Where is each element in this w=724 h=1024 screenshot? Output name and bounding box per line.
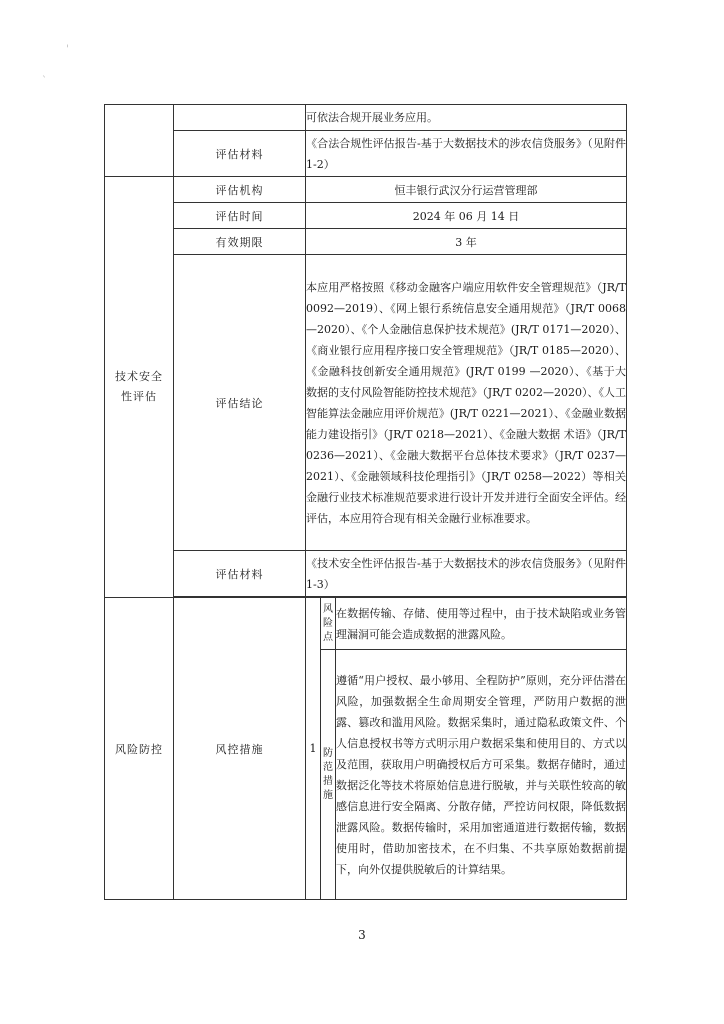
top-material-text: 《合法合规性评估报告-基于大数据技术的涉农信贷服务》（见附件 1-2） <box>306 131 627 177</box>
prevention-text: 遵循“用户授权、最小够用、全程防护”原则，充分评估潜在风险，加强数据全生命周期安全管理，严防用户数据的泄露、篡改和滥用风险。数据采集时，通过隐私政策文件、个人信息授权书等方式明示用户数据采集和使用目的、方式以及范围，获取用户明确授权后方可采集。数据存储时，通过数据泛化等技术将原始信息进行脱敏，并与关联性较高的敏感信息进行安全隔离、分散存储，严控访问权限，降低数据泄露风险。数据传输时，采用加密通道进行数据传输，数据使用时，借助加密技术，在不归集、不共享原始数据前提下，向外仅提供脱敏后的计算结果。 <box>336 650 627 900</box>
material-label: 评估材料 <box>174 551 306 597</box>
top-material-label: 评估材料 <box>174 131 306 177</box>
time-label: 评估时间 <box>174 203 306 229</box>
measure-index: 1 <box>306 598 321 900</box>
risk-point-text: 在数据传输、存储、使用等过程中，由于技术缺陷或业务管理漏洞可能会造成数据的泄露风险。 <box>336 598 627 650</box>
org-value: 恒丰银行武汉分行运营管理部 <box>306 177 627 203</box>
evaluation-table <box>104 104 627 900</box>
prev-category-cell <box>105 105 174 177</box>
prevention-label: 防范措施 <box>321 650 336 900</box>
page-number: 3 <box>358 928 366 942</box>
valid-label: 有效期限 <box>174 229 306 255</box>
scan-speck: ` <box>42 76 47 87</box>
measure-label: 风控措施 <box>174 598 306 900</box>
tech-security-category: 技术安全性评估 <box>105 177 174 598</box>
risk-point-label: 风险点 <box>321 598 336 650</box>
time-value: 2024 年 06 月 14 日 <box>306 203 627 229</box>
valid-value: 3 年 <box>306 229 627 255</box>
conclusion-label: 评估结论 <box>174 255 306 551</box>
conclusion-text: 本应用严格按照《移动金融客户端应用软件安全管理规范》（JR/T 0092—2019）、《网上银行系统信息安全通用规范》（JR/T 0068—2020）、《个人金融信息保护技术规范》(JR/T 0171—2020）、《商业银行应用程序接口安全管理规范》（JR/T 0185—2020）、《金融科技创新安全通用规范》(JR/T 0199 —2020）、《基于大数据的支付风险智能防控技术规范》（JR/T 0202—2020）、《人工智能算法金融应用评价规范》(JR/T 0221—2021）、《金融业数据能力建设指引》（JR/T 0218—2021）、《金融大数据 术语》（JR/T 0236—2021）、《金融大数据平台总体技术要求》（JR/T 0237—2021）、《金融领域科技伦理指引》（JR/T 0258—2022）等相关金融行业技术标准规范要求进行设计开发并进行全面安全评估。经评估，本应用符合现有相关金融行业标准要求。 <box>306 255 627 551</box>
top-continuation-text: 可依法合规开展业务应用。 <box>306 105 627 131</box>
scan-speck: ' <box>66 44 69 55</box>
risk-category: 风险防控 <box>105 598 174 900</box>
org-label: 评估机构 <box>174 177 306 203</box>
empty-label-cell <box>174 105 306 131</box>
material-text: 《技术安全性评估报告-基于大数据技术的涉农信贷服务》（见附件 1-3） <box>306 551 627 597</box>
